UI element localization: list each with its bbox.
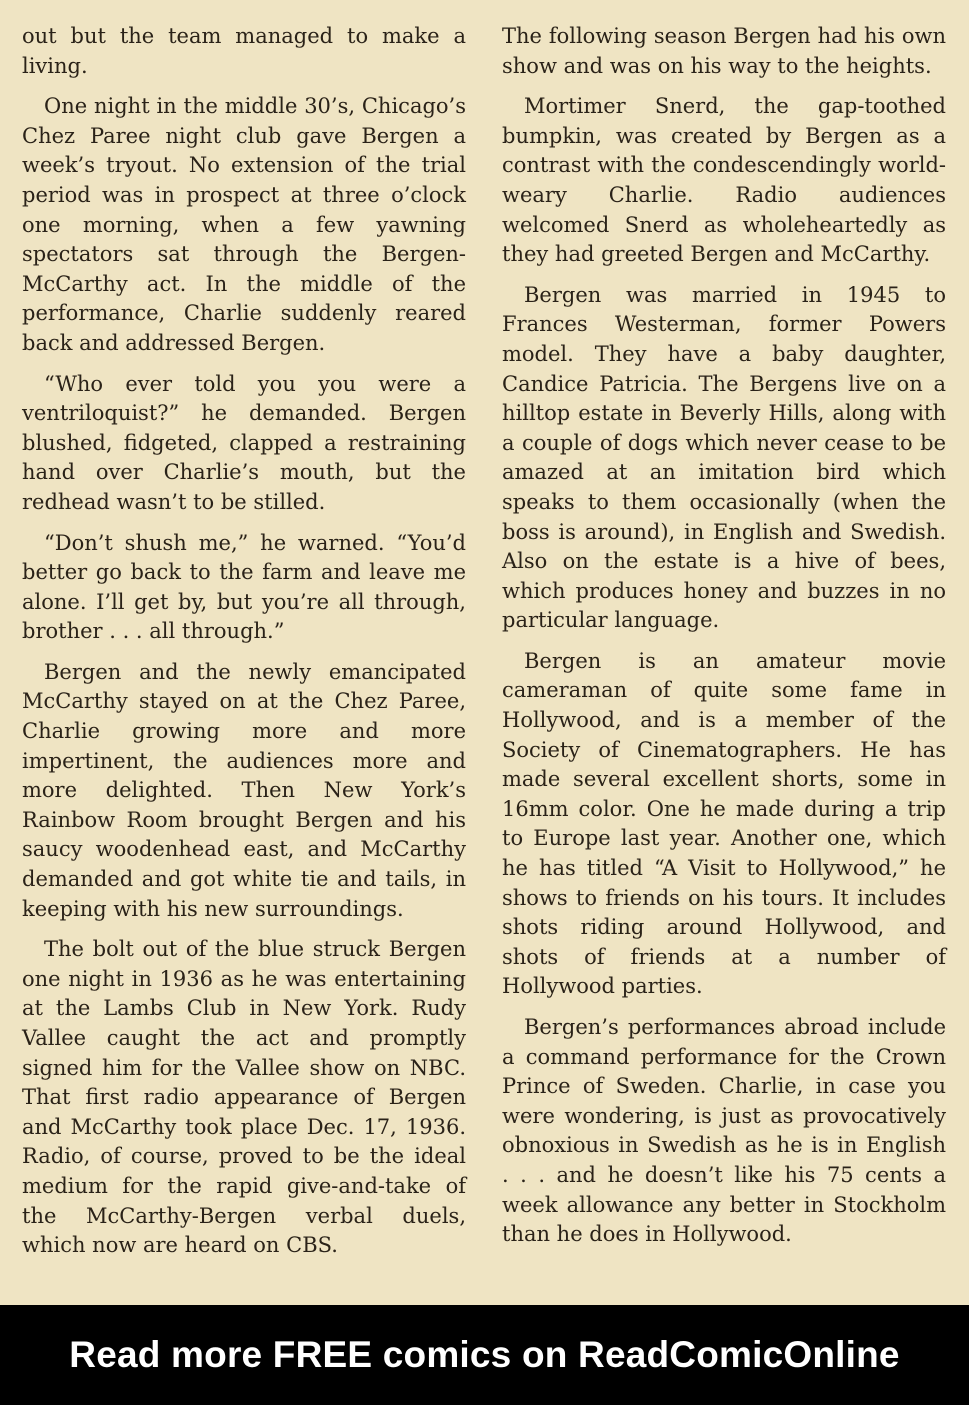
article-paragraph: Bergen was married in 1945 to Frances Westerman, former Powers model. They have a baby daughter, Candice Patricia. The Bergens live on a hilltop estate in Beverly Hills, along with a couple of dogs which never cease to be amazed at an imitation bird which speaks to them occasionally (when the boss is around), in English and Swedish. Also on the estate is a hive of bees, which produces honey and buzzes in no particular language. xyxy=(502,282,946,633)
article-paragraph: Bergen is an amateur movie cameraman of quite some fame in Hollywood, and is a member of the Society of Cinematographers. He has made several excellent shorts, some in 16mm color. One he made during a trip to Europe last year. Another one, which he has titled “A Visit to Hollywood,” he shows to friends on his tours. It includes shots riding around Hollywood, and shots of friends at a number of Hollywood parties. xyxy=(502,648,946,999)
article-paragraph: Mortimer Snerd, the gap-toothed bumpkin, was created by Bergen as a contrast with the condescendingly world-weary Charlie. Radio audiences welcomed Snerd as wholeheartedly as they had greeted Bergen and McCarthy. xyxy=(502,94,946,267)
article-paragraph: The bolt out of the blue struck Bergen one night in 1936 as he was entertaining at the Lambs Club in New York. Rudy Vallee caught the act and promptly signed him for the Vallee show on NBC. That first radio appearance of Bergen and McCarthy took place Dec. 17, 1936. Radio, of course, proved to be the ideal medium for the rapid give-and-take of the McCarthy-Bergen verbal duels, which now are heard on CBS. xyxy=(22,937,466,1258)
article-paragraph: Bergen and the newly emancipated McCarthy stayed on at the Chez Paree, Charlie growing more and more impertinent, the audiences more and more delighted. Then New York’s Rainbow Room brought Bergen and his saucy woodenhead east, and McCarthy demanded and got white tie and tails, in keeping with his new surroundings. xyxy=(22,659,466,921)
article-column-right xyxy=(502,22,946,1261)
article-paragraph: “Who ever told you you were a ventriloquist?” he demanded. Bergen blushed, fidgeted, clapped a restraining hand over Charlie’s mouth, but the redhead wasn’t to be stilled. xyxy=(22,371,466,514)
article-paragraph: Bergen’s performances abroad include a command performance for the Crown Prince of Sweden. Charlie, in case you were wondering, is just as provocatively obnoxious in Swedish as he is in English . . . and he doesn’t like his 75 cents a week allowance any better in Stockholm than he does in Hollywood. xyxy=(502,1015,946,1247)
article-paragraph: “Don’t shush me,” he warned. “You’d better go back to the farm and leave me alone. I’ll get by, but you’re all through, brother . . . all through.” xyxy=(22,530,466,644)
promo-banner-text[interactable]: Read more FREE comics on ReadComicOnline xyxy=(69,1334,900,1375)
article-paragraph: One night in the middle 30’s, Chicago’s Chez Paree night club gave Bergen a week’s tryout. No extension of the trial period was in prospect at three o’clock one morning, when a few yawning spectators sat through the Bergen-McCarthy act. In the middle of the performance, Charlie suddenly reared back and addressed Bergen. xyxy=(22,94,466,355)
article-paragraph: out but the team managed to make a living. xyxy=(22,24,466,78)
article-paragraph: The following season Bergen had his own show and was on his way to the heights. xyxy=(502,24,946,78)
promo-banner[interactable] xyxy=(0,1305,969,1405)
article-column-left xyxy=(22,22,466,1272)
